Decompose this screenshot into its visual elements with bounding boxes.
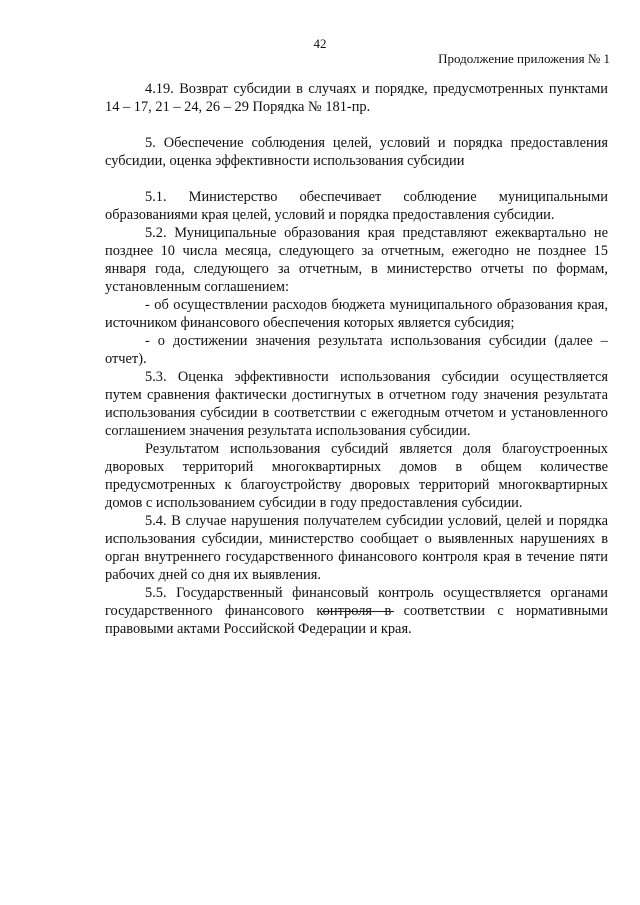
paragraph-5-1: 5.1. Министерство обеспечивает соблюдение муниципальными образованиями края целей, условий и порядка предоставления субсидии.: [105, 189, 608, 223]
appendix-continuation-note: Продолжение приложения № 1: [438, 51, 610, 66]
paragraph-5-2: 5.2. Муниципальные образования края представляют ежеквартально не позднее 10 числа месяца, следующего за отчетным, ежегодно не позднее 15 января года, следующего за отчетным, в министерство отчеты по формам, установленным соглашением:: [105, 225, 608, 295]
list-item-expenses-report: - об осуществлении расходов бюджета муниципального образования края, источником финансового обеспечения которых является субсидия;: [105, 297, 608, 331]
paragraph-result-definition: Результатом использования субсидий является доля благоустроенных дворовых территорий многоквартирных домов в общем количестве предусмотренных к благоустройству дворовых территорий многоквартирных домов с использованием субсидии в году предоставления субсидии.: [105, 441, 608, 511]
paragraph-5-4: 5.4. В случае нарушения получателем субсидии условий, целей и порядка использования субсидии, министерство сообщает о выявленных нарушениях в орган внутреннего государственного финансового контроля края в течение пяти рабочих дней со дня их выявления.: [105, 513, 608, 583]
paragraph-5-3: 5.3. Оценка эффективности использования субсидии осуществляется путем сравнения фактически достигнутых в отчетном году значения результата использования субсидии в соответствии с ежегодным отчетом и установленного соглашением значения результата использования субсидии.: [105, 369, 608, 439]
paragraph-4-19: 4.19. Возврат субсидии в случаях и порядке, предусмотренных пунктами 14 – 17, 21 – 24, 26 – 29 Порядка № 181-пр.: [105, 81, 608, 115]
document-body: [105, 80, 608, 638]
list-item-result-report: - о достижении значения результата использования субсидии (далее – отчет).: [105, 333, 608, 367]
paragraph-5-5: 5.5. Государственный финансовый контроль осуществляется органами государственного финансового контроля в соответствии с нормативными правовыми актами Российской Федерации и края.: [105, 585, 608, 637]
page-number: 42: [313, 36, 327, 51]
section-5-heading: 5. Обеспечение соблюдения целей, условий и порядка предоставления субсидии, оценка эффективности использования субсидии: [105, 135, 608, 169]
end-separator-line: [322, 611, 394, 612]
